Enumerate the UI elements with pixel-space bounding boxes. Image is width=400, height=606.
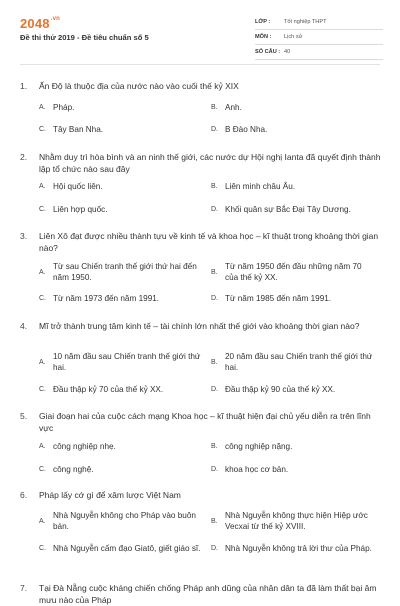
option-letter: C.: [39, 126, 46, 133]
meta-key: LỚP :: [255, 19, 271, 25]
question-text: Giai đoạn hai của cuộc cách mạng Khoa học – kĩ thuật hiện đại chủ yếu diễn ra trên lĩnh vực: [39, 411, 371, 433]
option-letter: D.: [211, 545, 218, 552]
option-text: 20 năm đầu sau Chiến tranh thế giới thứ hai.: [225, 352, 373, 372]
option-2d[interactable]: [211, 204, 375, 215]
question-number: 6.: [20, 490, 28, 500]
option-2a[interactable]: [39, 181, 203, 192]
meta-value: 40: [284, 49, 291, 55]
option-2c[interactable]: [39, 204, 203, 215]
option-letter: B.: [211, 443, 218, 450]
option-text: Đầu thập kỷ 90 của thế kỷ XX.: [225, 385, 336, 394]
option-2b[interactable]: [211, 181, 375, 192]
option-text: 10 năm đầu sau Chiến tranh thế giới thứ hai.: [53, 352, 201, 372]
option-text: B Đào Nha.: [225, 125, 268, 134]
option-text: Từ năm 1973 đến năm 1991.: [53, 294, 160, 303]
option-5c[interactable]: [39, 464, 203, 475]
option-3c[interactable]: [39, 293, 203, 304]
option-1a[interactable]: [39, 102, 203, 113]
option-text: Từ năm 1985 đến năm 1991.: [225, 294, 332, 303]
option-1b[interactable]: [211, 102, 375, 113]
option-letter: C.: [39, 206, 46, 213]
question-text: Nhằm duy trì hòa bình và an ninh thế giới, các nước dự Hội nghị Ianta đã quyết định thành lập tổ chức nào sau đây: [39, 152, 381, 174]
option-4a[interactable]: [39, 351, 203, 373]
option-text: Anh.: [225, 103, 242, 112]
meta-value: Tốt nghiệp THPT: [284, 19, 327, 25]
option-letter: B.: [211, 358, 218, 366]
question-number: 2.: [20, 152, 28, 162]
option-letter: B.: [211, 183, 218, 190]
question-number: 1.: [20, 81, 28, 91]
question-text: Ấn Độ là thuộc địa của nước nào vào cuối thế kỷ XIX: [39, 81, 239, 91]
meta-row-count: [255, 45, 383, 60]
option-6d[interactable]: [211, 543, 375, 554]
exam-meta-table: [255, 15, 383, 60]
logo-suffix: .vn: [50, 16, 61, 22]
question-text: Pháp lấy cớ gì để xâm lược Việt Nam: [39, 490, 181, 500]
question-text: Tại Đà Nẵng cuộc kháng chiến chống Pháp anh dũng của nhân dân ta đã làm thất bại âm mưu nào của Pháp: [39, 583, 377, 605]
option-letter: D.: [211, 386, 218, 393]
meta-key: MÔN :: [255, 34, 272, 40]
option-4d[interactable]: [211, 384, 375, 395]
option-1c[interactable]: [39, 124, 203, 135]
option-text: Liên hợp quốc.: [53, 205, 108, 214]
option-text: công nghiệp nhẹ.: [53, 442, 116, 451]
option-letter: D.: [211, 206, 218, 213]
meta-row-subject: [255, 30, 383, 45]
option-letter: B.: [211, 104, 218, 111]
option-4b[interactable]: [211, 351, 375, 373]
option-6a[interactable]: [39, 510, 203, 532]
option-letter: C.: [39, 386, 46, 393]
option-letter: A.: [39, 183, 46, 190]
option-5d[interactable]: [211, 464, 375, 475]
option-letter: C.: [39, 466, 46, 473]
option-text: Tây Ban Nha.: [53, 125, 104, 134]
option-letter: B.: [211, 517, 218, 525]
option-text: Nhà Nguyễn không cho Pháp vào buôn bán.: [53, 511, 196, 531]
option-5a[interactable]: [39, 441, 203, 452]
option-text: công nghiệp nặng.: [225, 442, 293, 451]
option-4c[interactable]: [39, 384, 203, 395]
option-letter: D.: [211, 295, 218, 302]
meta-value: Lịch sử: [284, 34, 303, 40]
question-text: Liên Xô đạt được nhiều thành tựu về kinh tế và khoa học – kĩ thuật trong khoảng thời gian nào?: [39, 231, 379, 253]
logo-text: 2048: [20, 16, 50, 31]
option-letter: C.: [39, 545, 46, 552]
question-number: 4.: [20, 321, 28, 331]
option-letter: A.: [39, 358, 46, 366]
option-text: công nghệ.: [53, 465, 94, 474]
exam-title: Đề thi thử 2019 - Đề tiêu chuẩn số 5: [20, 33, 149, 42]
option-text: Nhà Nguyễn cấm đạo Giatô, giết giáo sĩ.: [53, 544, 201, 553]
option-6c[interactable]: [39, 543, 203, 554]
meta-key: SỐ CÂU :: [255, 49, 281, 55]
question-number: 3.: [20, 231, 28, 241]
option-letter: D.: [211, 126, 218, 133]
option-3d[interactable]: [211, 293, 375, 304]
option-text: Liên minh châu Âu.: [225, 182, 296, 191]
option-6b[interactable]: [211, 510, 375, 532]
option-text: Khối quân sự Bắc Đại Tây Dương.: [225, 205, 351, 214]
option-letter: A.: [39, 517, 46, 525]
option-letter: A.: [39, 268, 46, 276]
option-text: Từ sau Chiến tranh thế giới thứ hai đến năm 1950.: [53, 262, 197, 282]
option-text: Nhà Nguyễn không trả lời thư của Pháp.: [225, 544, 372, 553]
option-letter: C.: [39, 295, 46, 302]
option-3b[interactable]: [211, 261, 375, 283]
option-text: Pháp.: [53, 103, 75, 112]
option-text: Từ năm 1950 đến đầu những năm 70 của thế kỷ XX.: [225, 262, 362, 282]
option-text: Hội quốc liên.: [53, 182, 103, 191]
site-logo[interactable]: [20, 16, 60, 31]
meta-row-class: [255, 15, 383, 30]
option-letter: B.: [211, 268, 218, 276]
option-text: khoa học cơ bản.: [225, 465, 289, 474]
option-text: Đầu thập kỷ 70 của thế kỷ XX.: [53, 385, 164, 394]
question-number: 7.: [20, 583, 28, 593]
option-5b[interactable]: [211, 441, 375, 452]
option-1d[interactable]: [211, 124, 375, 135]
question-text: Mĩ trở thành trung tâm kinh tế – tài chính lớn nhất thế giới vào khoảng thời gian nào?: [39, 321, 360, 331]
option-letter: A.: [39, 104, 46, 111]
option-letter: D.: [211, 466, 218, 473]
option-3a[interactable]: [39, 261, 203, 283]
header-divider: [20, 64, 380, 65]
option-text: Nhà Nguyễn không thực hiện Hiệp ước Vecxai từ thế kỷ XVIII.: [225, 511, 368, 531]
question-number: 5.: [20, 411, 28, 421]
option-letter: A.: [39, 443, 46, 450]
